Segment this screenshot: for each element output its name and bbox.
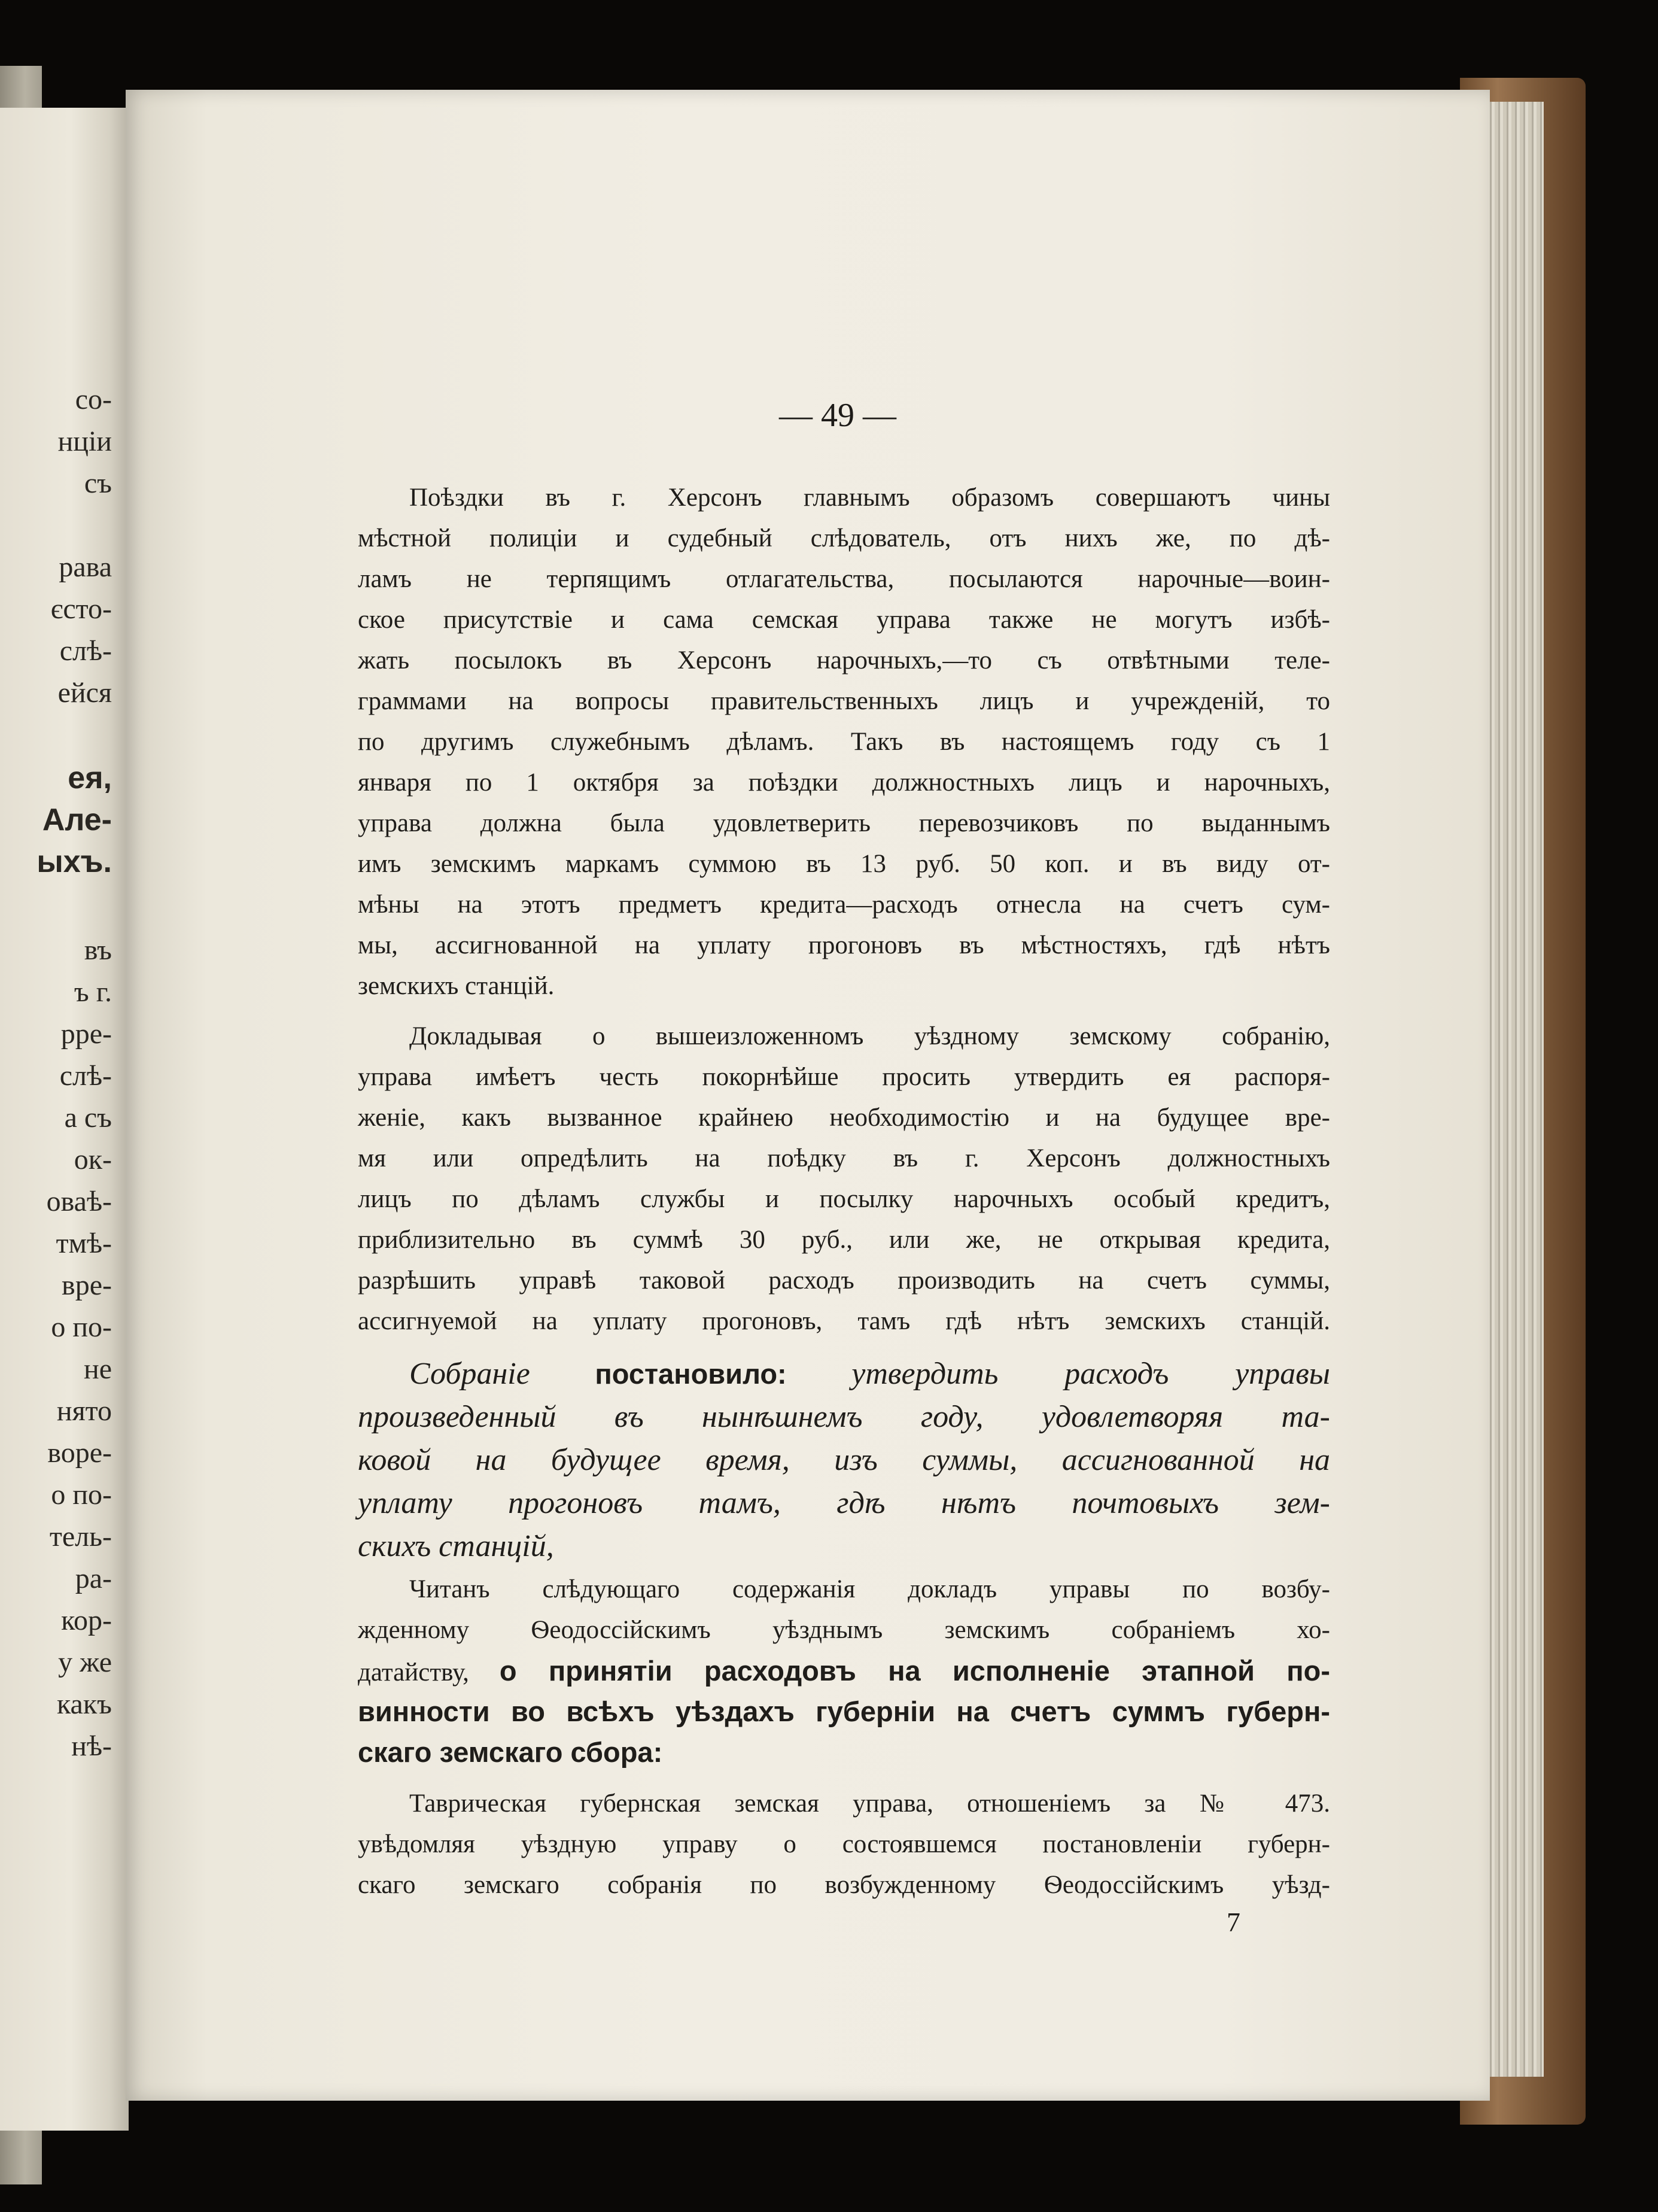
main-page: [126, 90, 1490, 2101]
left-page-fragment: нято: [56, 1395, 112, 1427]
text-line: января по 1 октября за поѣздки должностныхъ лицъ и нарочныхъ,: [358, 768, 1330, 797]
text-line: Докладывая о вышеизложенномъ уѣздному земскому собранію,: [409, 1022, 1330, 1050]
text-line: мы, ассигнованной на уплату прогоновъ въ мѣстностяхъ, гдѣ нѣтъ: [358, 931, 1330, 959]
left-page-fragment: слѣ-: [59, 635, 112, 667]
left-page-fragment: воре-: [47, 1437, 112, 1469]
text-line: лицъ по дѣламъ службы и посылку нарочныхъ особый кредитъ,: [358, 1185, 1330, 1213]
left-page-fragment: ра-: [75, 1563, 112, 1594]
text-line: жденному Ѳеодоссійскимъ уѣзднымъ земскимъ собраніемъ хо-: [358, 1616, 1330, 1644]
text-line: земскихъ станцій.: [358, 972, 555, 1000]
text-line: мѣны на этотъ предметъ кредита—расходъ отнесла на счетъ сум-: [358, 891, 1330, 919]
text-line: имъ земскимъ маркамъ суммою въ 13 руб. 50 коп. и въ виду от-: [358, 850, 1330, 878]
paragraph-1: [358, 478, 1330, 1007]
left-page-fragment: нѣ-: [71, 1730, 112, 1762]
left-page-fragment: Але-: [42, 803, 112, 837]
left-page-fragment: у же: [58, 1646, 112, 1678]
text-line: [358, 1651, 1330, 1691]
text-line: скаго земскаго собранія по возбужденному Ѳеодоссійскимъ уѣзд-: [358, 1871, 1330, 1899]
resolution-line: [358, 1353, 1330, 1396]
left-page-fragment: оваѣ-: [46, 1186, 112, 1217]
paragraph-4: [358, 1783, 1330, 1906]
left-page-fragment: ея,: [68, 761, 112, 795]
text-line: граммами на вопросы правительственныхъ лицъ и учрежденій, то: [358, 687, 1330, 715]
sheet-signature: 7: [1227, 1907, 1240, 1937]
paragraph-2: [358, 1016, 1330, 1342]
left-page-fragment: какъ: [56, 1688, 112, 1720]
left-page-fragment: о по-: [51, 1311, 112, 1343]
text-line-plain: датайству,: [358, 1658, 469, 1687]
text-line: управа имѣетъ честь покорнѣйше просить утвердить ея распоря-: [358, 1063, 1330, 1091]
text-line: Читанъ слѣдующаго содержанія докладъ управы по возбу-: [409, 1575, 1330, 1603]
page-number: — 49 —: [779, 397, 896, 434]
left-page-fragment: кор-: [61, 1605, 112, 1636]
text-line: разрѣшить управѣ таковой расходъ производить на счетъ суммы,: [358, 1266, 1330, 1295]
text-line: увѣдомляя уѣздную управу о состоявшемся постановленіи губерн-: [358, 1830, 1330, 1858]
left-page-fragment: нціи: [57, 426, 112, 457]
text-line: Поѣздки въ г. Херсонъ главнымъ образомъ совершаютъ чины: [409, 484, 1330, 512]
resolution-intro-bold: постановило:: [595, 1358, 787, 1390]
text-line: жать посылокъ въ Херсонъ нарочныхъ,—то съ отвѣтными теле-: [358, 646, 1330, 674]
left-page-fragment: тмѣ-: [56, 1227, 112, 1259]
text-line: ассигнуемой на уплату прогоновъ, тамъ гдѣ нѣтъ земскихъ станцій.: [358, 1307, 1330, 1335]
left-page-fragment: тель-: [49, 1521, 112, 1552]
resolution-line: ковой на будущее время, изъ суммы, ассигнованной на: [358, 1443, 1330, 1477]
text-line: Таврическая губернская земская управа, отношеніемъ за № 473.: [409, 1789, 1330, 1818]
text-line-bold: о принятіи расходовъ на исполненіе этапной по-: [499, 1655, 1331, 1687]
left-page-fragment: ейся: [57, 677, 112, 709]
resolution-line: скихъ станцій,: [358, 1529, 554, 1563]
text-line: женіе, какъ вызванное крайнею необходимостію и на будущее вре-: [358, 1104, 1330, 1132]
left-page: [0, 108, 129, 2131]
left-page-fragment: съ: [84, 467, 112, 499]
text-line: управа должна была удовлетверить перевозчиковъ по выданнымъ: [358, 809, 1330, 837]
text-line: винности во всѣхъ уѣздахъ губерніи на счетъ суммъ губерн-: [358, 1696, 1330, 1727]
left-page-fragment: єсто-: [50, 593, 112, 625]
left-page-fragment: въ: [84, 934, 112, 966]
left-page-fragment: вре-: [62, 1269, 112, 1301]
text-line: ское присутствіе и сама семская управа также не могутъ избѣ-: [358, 606, 1330, 634]
left-page-fragment: со-: [75, 384, 112, 415]
left-page-fragment: ъ г.: [74, 976, 112, 1008]
text-line: мѣстной полиціи и судебный слѣдователь, отъ нихъ же, по дѣ-: [358, 524, 1330, 552]
resolution-line: уплату прогоновъ тамъ, гдѣ нѣтъ почтовыхъ зем-: [358, 1486, 1330, 1520]
left-page-fragment: о по-: [51, 1479, 112, 1511]
text-line: приблизительно въ суммѣ 30 руб., или же, не открывая кредита,: [358, 1226, 1330, 1254]
text-line: ламъ не терпящимъ отлагательства, посылаются нарочные—воин-: [358, 565, 1330, 593]
left-page-fragment: а съ: [64, 1102, 112, 1134]
left-page-fragment: рре-: [60, 1018, 112, 1050]
paragraph-3: [358, 1569, 1330, 1773]
left-page-fragment: ок-: [74, 1144, 112, 1175]
text-line: по другимъ служебнымъ дѣламъ. Такъ въ настоящемъ году съ 1: [358, 728, 1330, 756]
text-line: мя или опредѣлить на поѣдку въ г. Херсонъ должностныхъ: [358, 1144, 1330, 1172]
resolution-line: произведенный въ нынѣшнемъ году, удовлетворяя та-: [358, 1400, 1330, 1434]
text-line: скаго земскаго сбора:: [358, 1736, 663, 1768]
left-page-fragment: рава: [59, 551, 112, 583]
left-page-fragment: слѣ-: [59, 1060, 112, 1092]
resolution-line1-rest: утвердить расходъ управы: [851, 1357, 1331, 1391]
left-page-fragment: ыхъ.: [36, 844, 112, 879]
left-page-fragment: не: [84, 1353, 112, 1385]
resolution-paragraph: [358, 1353, 1330, 1568]
resolution-intro-italic: Собраніе: [409, 1357, 530, 1391]
